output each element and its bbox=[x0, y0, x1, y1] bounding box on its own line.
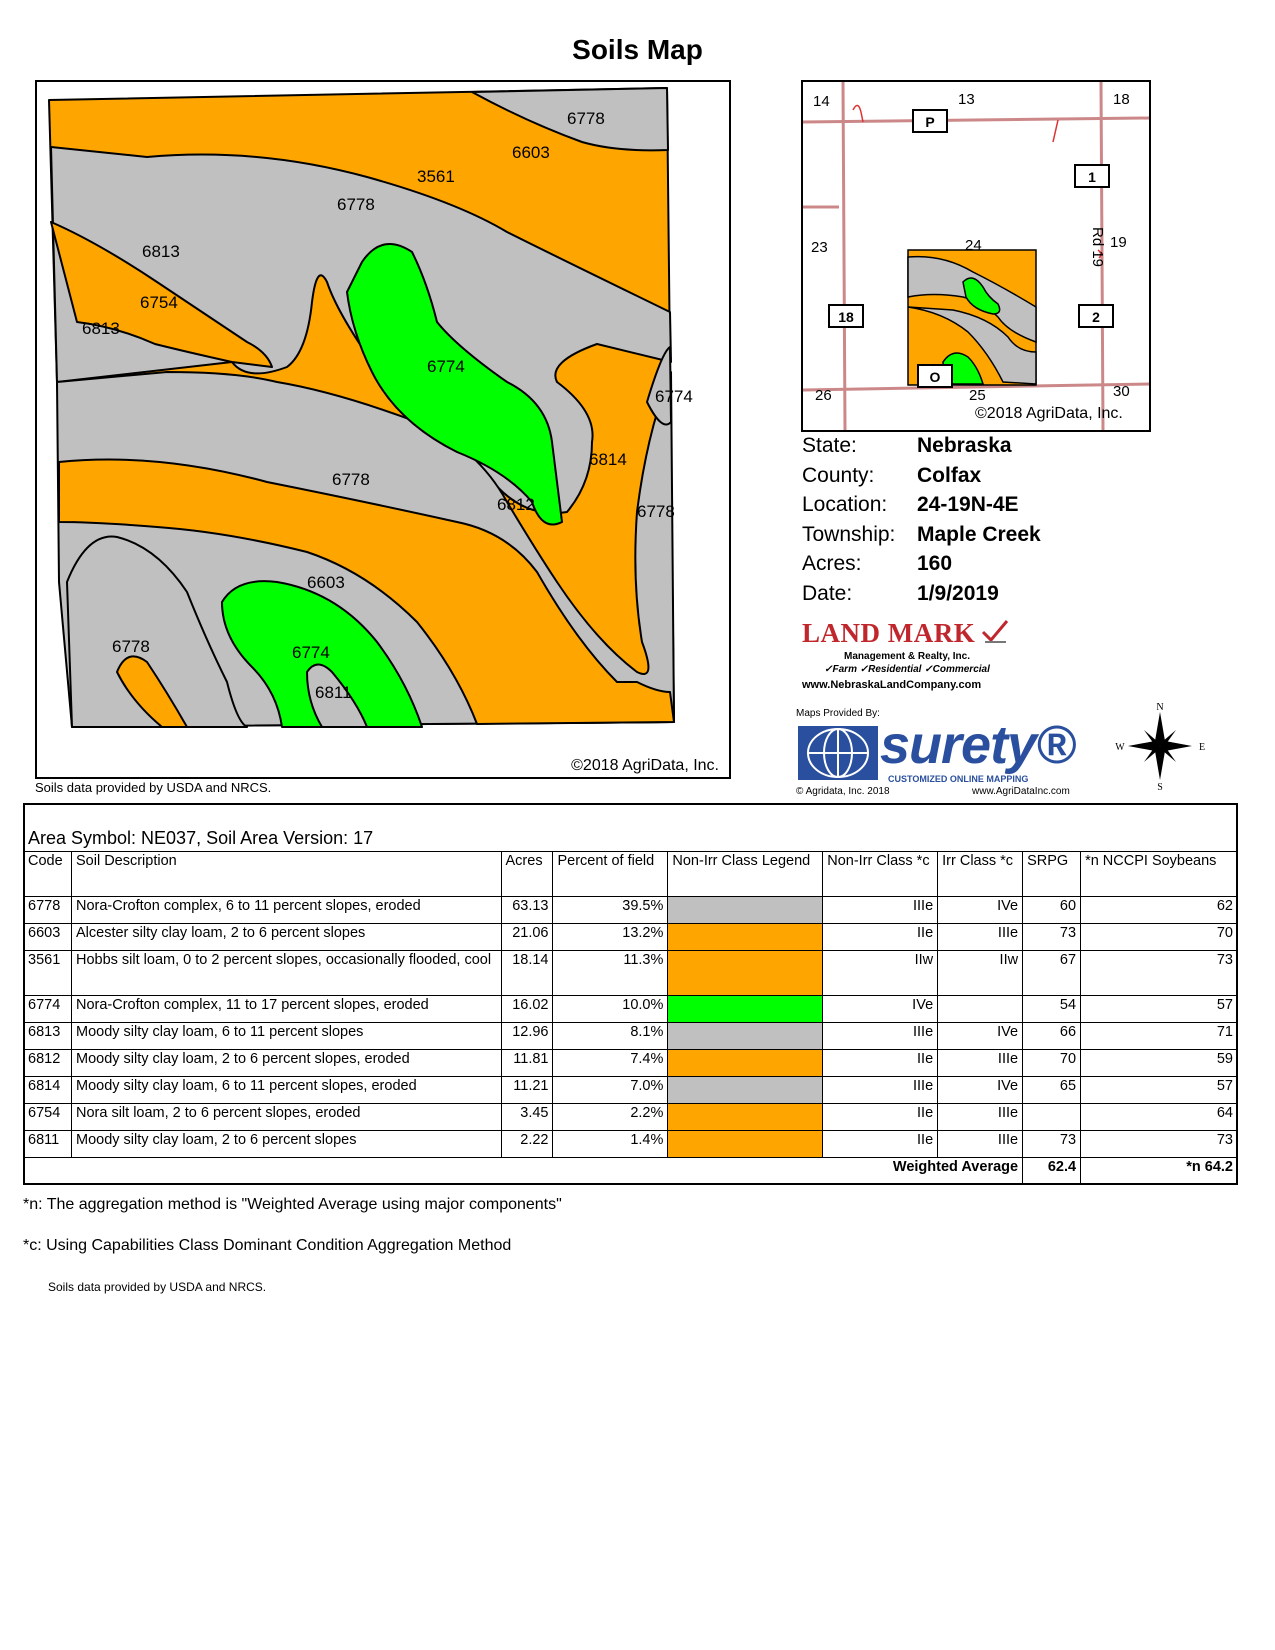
row-irr bbox=[938, 996, 1023, 1023]
table-header-row bbox=[24, 852, 1238, 897]
map-label-6811: 6811 bbox=[315, 683, 352, 702]
map-label-6774: 6774 bbox=[427, 357, 465, 376]
county-label: County: bbox=[802, 463, 875, 487]
map-label-6813: 6813 bbox=[82, 319, 120, 338]
township-value: Maple Creek bbox=[917, 522, 1041, 546]
locator-map-canvas bbox=[803, 82, 1149, 430]
weighted-average-row bbox=[24, 1158, 1238, 1185]
soils-map[interactable] bbox=[35, 80, 731, 779]
page-title: Soils Map bbox=[572, 34, 703, 65]
row-irr: IIIe bbox=[938, 1131, 1023, 1158]
row-nccpi: 62 bbox=[1081, 897, 1238, 924]
landmark-types: ✓Farm ✓Residential ✓Commercial bbox=[824, 664, 990, 675]
compass-n: N bbox=[1156, 702, 1164, 713]
row-code: 6812 bbox=[24, 1050, 72, 1077]
row-srpg: 73 bbox=[1023, 1131, 1081, 1158]
row-nonirr: IIIe bbox=[823, 1077, 938, 1104]
compass-rose bbox=[1108, 702, 1212, 790]
weighted-average-label: Weighted Average bbox=[24, 1158, 1023, 1185]
row-srpg: 67 bbox=[1023, 951, 1081, 996]
row-acres: 3.45 bbox=[501, 1104, 553, 1131]
row-nonirr: IIIe bbox=[823, 1023, 938, 1050]
checkmark-icon bbox=[980, 618, 1010, 644]
table-row bbox=[24, 924, 1238, 951]
legend-swatch bbox=[668, 951, 823, 996]
section-18: 18 bbox=[1113, 91, 1130, 108]
row-nccpi: 73 bbox=[1081, 951, 1238, 996]
shield-o-label: O bbox=[929, 369, 941, 385]
map-label-6774: 6774 bbox=[655, 387, 693, 406]
row-code: 6754 bbox=[24, 1104, 72, 1131]
date-value: 1/9/2019 bbox=[917, 581, 999, 605]
row-desc: Alcester silty clay loam, 2 to 6 percent slopes bbox=[71, 924, 501, 951]
landmark-name: LAND MARK bbox=[802, 618, 976, 648]
row-acres: 21.06 bbox=[501, 924, 553, 951]
landmark-subtitle: Management & Realty, Inc. bbox=[844, 651, 970, 662]
row-nccpi: 57 bbox=[1081, 996, 1238, 1023]
locator-map[interactable] bbox=[801, 80, 1151, 432]
row-acres: 11.21 bbox=[501, 1077, 553, 1104]
county-value: Colfax bbox=[917, 463, 982, 487]
row-srpg: 60 bbox=[1023, 897, 1081, 924]
header-nccpi: *n NCCPI Soybeans bbox=[1081, 852, 1238, 897]
footnote-usda: Soils data provided by USDA and NRCS. bbox=[48, 1280, 267, 1294]
table-row bbox=[24, 1131, 1238, 1158]
surety-copyright: © Agridata, Inc. 2018 bbox=[796, 786, 890, 797]
row-desc: Hobbs silt loam, 0 to 2 percent slopes, occasionally flooded, cool bbox=[71, 951, 501, 996]
row-nonirr: IIe bbox=[823, 1131, 938, 1158]
compass-icon bbox=[1108, 702, 1212, 790]
shield-1-label: 1 bbox=[1088, 169, 1096, 185]
table-row bbox=[24, 1104, 1238, 1131]
row-srpg: 73 bbox=[1023, 924, 1081, 951]
landmark-logo bbox=[802, 618, 1012, 691]
row-code: 6811 bbox=[24, 1131, 72, 1158]
row-code: 6814 bbox=[24, 1077, 72, 1104]
map-label-6814: 6814 bbox=[589, 450, 627, 469]
row-pct: 7.4% bbox=[553, 1050, 668, 1077]
row-nccpi: 57 bbox=[1081, 1077, 1238, 1104]
header-srpg: SRPG bbox=[1023, 852, 1081, 897]
state-value: Nebraska bbox=[917, 434, 1012, 457]
road-mark bbox=[853, 105, 863, 122]
legend-swatch bbox=[668, 897, 823, 924]
row-acres: 16.02 bbox=[501, 996, 553, 1023]
row-nccpi: 59 bbox=[1081, 1050, 1238, 1077]
map-label-6778: 6778 bbox=[637, 502, 675, 521]
legend-swatch bbox=[668, 996, 823, 1023]
row-irr: IVe bbox=[938, 1077, 1023, 1104]
map-label-6754: 6754 bbox=[140, 293, 178, 312]
map-label-6778: 6778 bbox=[337, 195, 375, 214]
row-acres: 63.13 bbox=[501, 897, 553, 924]
shield-p-label: P bbox=[925, 114, 935, 130]
shield-2-label: 2 bbox=[1092, 309, 1100, 325]
legend-swatch bbox=[668, 1104, 823, 1131]
legend-swatch bbox=[668, 1131, 823, 1158]
map-label-6812: 6812 bbox=[497, 495, 535, 514]
row-code: 6778 bbox=[24, 897, 72, 924]
map-label-6778: 6778 bbox=[332, 470, 370, 489]
row-srpg bbox=[1023, 1104, 1081, 1131]
section-19: 19 bbox=[1110, 234, 1127, 251]
row-pct: 1.4% bbox=[553, 1131, 668, 1158]
header-desc: Soil Description bbox=[71, 852, 501, 897]
section-25: 25 bbox=[969, 387, 986, 404]
surety-name: surety® bbox=[880, 715, 1075, 775]
row-acres: 12.96 bbox=[501, 1023, 553, 1050]
header-acres: Acres bbox=[501, 852, 553, 897]
row-desc: Moody silty clay loam, 2 to 6 percent slopes bbox=[71, 1131, 501, 1158]
map-label-6813: 6813 bbox=[142, 242, 180, 261]
compass-s: S bbox=[1157, 782, 1163, 790]
row-nonirr: IIe bbox=[823, 1050, 938, 1077]
table-row bbox=[24, 1023, 1238, 1050]
map-credit: Soils data provided by USDA and NRCS. bbox=[35, 780, 272, 795]
road-mark bbox=[1053, 120, 1058, 142]
row-nonirr: IIIe bbox=[823, 897, 938, 924]
section-26: 26 bbox=[815, 387, 832, 404]
soils-map-canvas bbox=[37, 82, 729, 777]
row-desc: Moody silty clay loam, 2 to 6 percent slopes, eroded bbox=[71, 1050, 501, 1077]
header-code: Code bbox=[24, 852, 72, 897]
map-copyright: ©2018 AgriData, Inc. bbox=[571, 757, 719, 774]
row-nonirr: IIe bbox=[823, 924, 938, 951]
road-line bbox=[803, 118, 1149, 122]
row-desc: Moody silty clay loam, 6 to 11 percent slopes, eroded bbox=[71, 1077, 501, 1104]
surety-tagline: CUSTOMIZED ONLINE MAPPING bbox=[888, 774, 1029, 784]
row-nccpi: 73 bbox=[1081, 1131, 1238, 1158]
row-irr: IIIe bbox=[938, 1050, 1023, 1077]
surety-logo bbox=[796, 708, 1096, 797]
map-label-6778: 6778 bbox=[567, 109, 605, 128]
row-pct: 11.3% bbox=[553, 951, 668, 996]
header-pct: Percent of field bbox=[553, 852, 668, 897]
weighted-average-nccpi: *n 64.2 bbox=[1081, 1158, 1238, 1185]
footnote-n: *n: The aggregation method is "Weighted Average using major components" bbox=[23, 1196, 562, 1213]
compass-w: W bbox=[1115, 742, 1125, 753]
row-pct: 8.1% bbox=[553, 1023, 668, 1050]
table-row bbox=[24, 951, 1238, 996]
road-name: Rd 19 bbox=[1089, 227, 1106, 268]
soil-table bbox=[23, 851, 1238, 1185]
date-label: Date: bbox=[802, 581, 853, 605]
row-acres: 18.14 bbox=[501, 951, 553, 996]
row-srpg: 66 bbox=[1023, 1023, 1081, 1050]
inset-copyright: ©2018 AgriData, Inc. bbox=[975, 405, 1123, 422]
row-pct: 39.5% bbox=[553, 897, 668, 924]
row-nccpi: 70 bbox=[1081, 924, 1238, 951]
header-irr: Irr Class *c bbox=[938, 852, 1023, 897]
row-nccpi: 64 bbox=[1081, 1104, 1238, 1131]
row-irr: IIIe bbox=[938, 924, 1023, 951]
table-row bbox=[24, 996, 1238, 1023]
table-row bbox=[24, 1077, 1238, 1104]
globe-icon bbox=[796, 722, 880, 788]
road-line bbox=[843, 82, 845, 430]
header-nonirr: Non-Irr Class *c bbox=[823, 852, 938, 897]
shield-18-label: 18 bbox=[838, 309, 854, 325]
section-30: 30 bbox=[1113, 383, 1130, 400]
legend-swatch bbox=[668, 1023, 823, 1050]
location-label: Location: bbox=[802, 493, 888, 516]
map-label-6603: 6603 bbox=[307, 573, 345, 592]
row-irr: IVe bbox=[938, 897, 1023, 924]
parcel-info bbox=[802, 434, 1152, 611]
row-nonirr: IIe bbox=[823, 1104, 938, 1131]
row-code: 3561 bbox=[24, 951, 72, 996]
row-nonirr: IIw bbox=[823, 951, 938, 996]
row-code: 6813 bbox=[24, 1023, 72, 1050]
legend-swatch bbox=[668, 924, 823, 951]
map-label-6778: 6778 bbox=[112, 637, 150, 656]
map-label-3561: 3561 bbox=[417, 167, 455, 186]
legend-swatch bbox=[668, 1077, 823, 1104]
table-row bbox=[24, 897, 1238, 924]
row-pct: 13.2% bbox=[553, 924, 668, 951]
row-code: 6603 bbox=[24, 924, 72, 951]
location-value: 24-19N-4E bbox=[917, 493, 1019, 516]
legend-swatch bbox=[668, 1050, 823, 1077]
row-nccpi: 71 bbox=[1081, 1023, 1238, 1050]
table-row bbox=[24, 1050, 1238, 1077]
map-label-6774: 6774 bbox=[292, 643, 330, 662]
acres-label: Acres: bbox=[802, 552, 862, 575]
row-irr: IIIe bbox=[938, 1104, 1023, 1131]
row-desc: Nora silt loam, 2 to 6 percent slopes, eroded bbox=[71, 1104, 501, 1131]
row-acres: 2.22 bbox=[501, 1131, 553, 1158]
township-label: Township: bbox=[802, 522, 896, 546]
row-pct: 7.0% bbox=[553, 1077, 668, 1104]
row-pct: 2.2% bbox=[553, 1104, 668, 1131]
header-legend: Non-Irr Class Legend bbox=[668, 852, 823, 897]
surety-provided-by: Maps Provided By: bbox=[796, 708, 880, 719]
row-desc: Moody silty clay loam, 6 to 11 percent slopes bbox=[71, 1023, 501, 1050]
row-irr: IIw bbox=[938, 951, 1023, 996]
row-srpg: 65 bbox=[1023, 1077, 1081, 1104]
row-acres: 11.81 bbox=[501, 1050, 553, 1077]
section-23: 23 bbox=[811, 239, 828, 256]
weighted-average-srpg: 62.4 bbox=[1023, 1158, 1081, 1185]
row-srpg: 70 bbox=[1023, 1050, 1081, 1077]
footnote-c: *c: Using Capabilities Class Dominant Condition Aggregation Method bbox=[23, 1237, 512, 1254]
row-code: 6774 bbox=[24, 996, 72, 1023]
state-label: State: bbox=[802, 434, 857, 457]
row-nonirr: IVe bbox=[823, 996, 938, 1023]
compass-e: E bbox=[1198, 742, 1206, 753]
row-desc: Nora-Crofton complex, 6 to 11 percent slopes, eroded bbox=[71, 897, 501, 924]
section-14: 14 bbox=[813, 93, 830, 110]
area-symbol: Area Symbol: NE037, Soil Area Version: 17 bbox=[28, 828, 374, 848]
row-desc: Nora-Crofton complex, 11 to 17 percent slopes, eroded bbox=[71, 996, 501, 1023]
row-pct: 10.0% bbox=[553, 996, 668, 1023]
row-srpg: 54 bbox=[1023, 996, 1081, 1023]
acres-value: 160 bbox=[917, 552, 953, 575]
row-irr: IVe bbox=[938, 1023, 1023, 1050]
section-13: 13 bbox=[958, 91, 975, 108]
section-24: 24 bbox=[965, 237, 982, 254]
surety-website: www.AgriDataInc.com bbox=[972, 786, 1070, 797]
landmark-website: www.NebraskaLandCompany.com bbox=[802, 679, 982, 691]
map-label-6603: 6603 bbox=[512, 143, 550, 162]
